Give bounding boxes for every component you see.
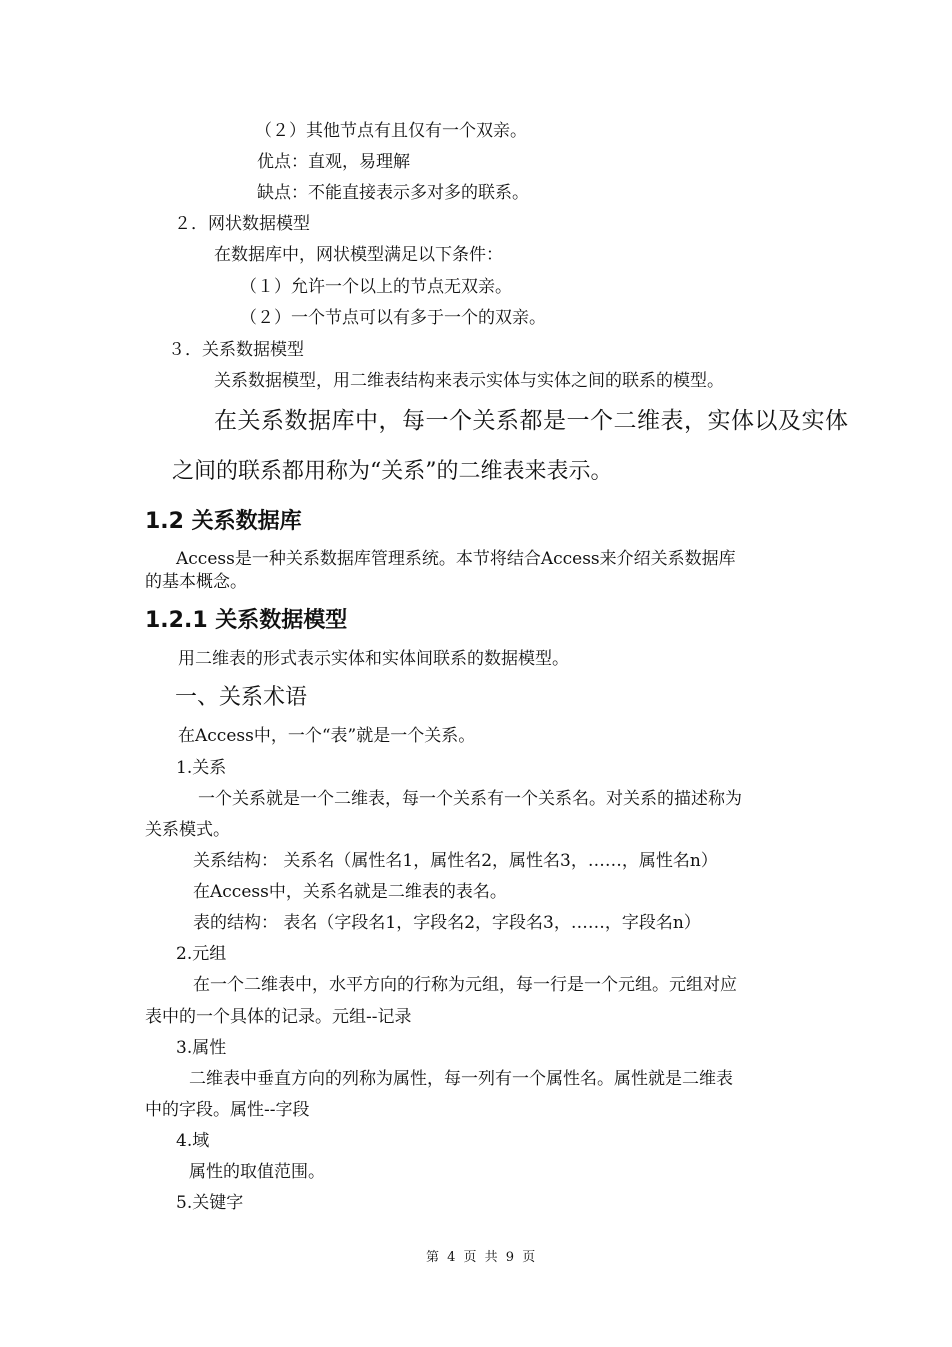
paragraph-line: 在Access中，关系名就是二维表的表名。 [193, 882, 507, 902]
text-line: （２）一个节点可以有多于一个的双亲。 [240, 308, 546, 328]
section-heading: ２．网状数据模型 [174, 214, 310, 234]
text-line: 关系数据模型，用二维表结构来表示实体与实体之间的联系的模型。 [214, 371, 724, 391]
paragraph-line: 关系结构： 关系名（属性名1，属性名2，属性名3，……，属性名n） [193, 851, 718, 871]
text-line: 优点：直观，易理解 [257, 152, 410, 172]
heading-1-2-1: 1.2.1 关系数据模型 [145, 608, 348, 633]
term-heading: 3.属性 [176, 1038, 227, 1058]
subsection-heading: 一、关系术语 [175, 685, 308, 710]
term-heading: 2.元组 [176, 944, 227, 964]
section-heading: ３．关系数据模型 [168, 340, 304, 360]
text-line-large: 之间的联系都用称为“关系”的二维表来表示。 [172, 459, 613, 484]
paragraph-line: 中的字段。属性--字段 [145, 1100, 310, 1120]
text-line: （２）其他节点有且仅有一个双亲。 [255, 121, 527, 141]
paragraph-line: 的基本概念。 [145, 572, 247, 592]
text-line: （１）允许一个以上的节点无双亲。 [240, 277, 512, 297]
paragraph-line: 关系模式。 [145, 820, 230, 840]
term-heading: 5.关键字 [176, 1193, 244, 1213]
paragraph-line: 用二维表的形式表示实体和实体间联系的数据模型。 [178, 649, 569, 669]
paragraph-line: 二维表中垂直方向的列称为属性，每一列有一个属性名。属性就是二维表 [189, 1069, 733, 1089]
paragraph-line: 表中的一个具体的记录。元组--记录 [145, 1007, 412, 1027]
term-heading: 1.关系 [176, 758, 227, 778]
term-heading: 4.域 [176, 1131, 210, 1151]
text-line-large: 在关系数据库中，每一个关系都是一个二维表，实体以及实体 [214, 408, 849, 434]
text-line: 在数据库中，网状模型满足以下条件： [214, 245, 503, 265]
paragraph-line: 在一个二维表中，水平方向的行称为元组，每一行是一个元组。元组对应 [193, 975, 737, 995]
paragraph-line: Access是一种关系数据库管理系统。本节将结合Access来介绍关系数据库 [176, 549, 736, 569]
paragraph-line: 属性的取值范围。 [189, 1162, 325, 1182]
text-line: 缺点：不能直接表示多对多的联系。 [257, 183, 529, 203]
paragraph-line: 表的结构： 表名（字段名1，字段名2，字段名3，……，字段名n） [193, 913, 701, 933]
page-footer: 第 4 页 共 9 页 [426, 1250, 538, 1265]
heading-1-2: 1.2 关系数据库 [145, 509, 302, 534]
paragraph-line: 一个关系就是一个二维表，每一个关系有一个关系名。对关系的描述称为 [198, 789, 742, 809]
paragraph-line: 在Access中，一个“表”就是一个关系。 [178, 726, 476, 746]
